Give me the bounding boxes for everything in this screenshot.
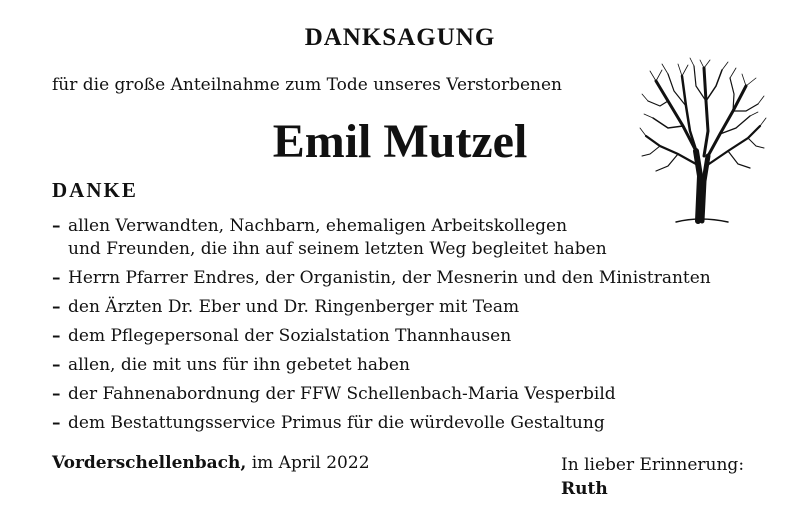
list-item — [52, 383, 752, 406]
closing-block — [561, 453, 744, 501]
dash-bullet: – — [52, 384, 61, 404]
notice-title: DANKSAGUNG — [304, 24, 496, 51]
dash-bullet: – — [52, 297, 61, 317]
list-item — [52, 267, 752, 290]
dash-bullet: – — [52, 355, 61, 375]
thanks-list — [52, 215, 752, 441]
place: Vorderschellenbach, — [52, 453, 247, 473]
list-item-text: Herrn Pfarrer Endres, der Organistin, der Mesnerin und den Ministranten — [68, 268, 711, 288]
list-item — [52, 325, 752, 348]
list-item-text: den Ärzten Dr. Eber und Dr. Ringenberger mit Team — [68, 297, 520, 317]
place-date — [52, 453, 370, 473]
thanks-heading: DANKE — [52, 178, 138, 202]
list-item — [52, 354, 752, 377]
dash-bullet: – — [52, 413, 61, 433]
dash-bullet: – — [52, 268, 61, 288]
date: im April 2022 — [246, 453, 370, 473]
closing-text: In lieber Erinnerung: — [561, 455, 745, 475]
tree-icon — [638, 56, 768, 226]
list-item-text: dem Pflegepersonal der Sozialstation Thannhausen — [68, 326, 512, 346]
list-item — [52, 412, 752, 435]
list-item-text: dem Bestattungsservice Primus für die würdevolle Gestaltung — [68, 413, 605, 433]
dash-bullet: – — [52, 326, 61, 346]
signature: Ruth — [561, 479, 608, 499]
list-item-text-continued: und Freunden, die ihn auf seinem letzten Weg begleitet haben — [68, 239, 607, 259]
list-item-text: allen Verwandten, Nachbarn, ehemaligen Arbeitskollegen — [68, 216, 568, 236]
dash-bullet: – — [52, 216, 61, 236]
list-item-text: der Fahnenabordnung der FFW Schellenbach-Maria Vesperbild — [68, 384, 616, 404]
deceased-name: Emil Mutzel — [272, 115, 528, 168]
list-item — [52, 296, 752, 319]
list-item-text: allen, die mit uns für ihn gebetet haben — [68, 355, 410, 375]
intro-text: für die große Anteilnahme zum Tode unseres Verstorbenen — [52, 75, 562, 95]
